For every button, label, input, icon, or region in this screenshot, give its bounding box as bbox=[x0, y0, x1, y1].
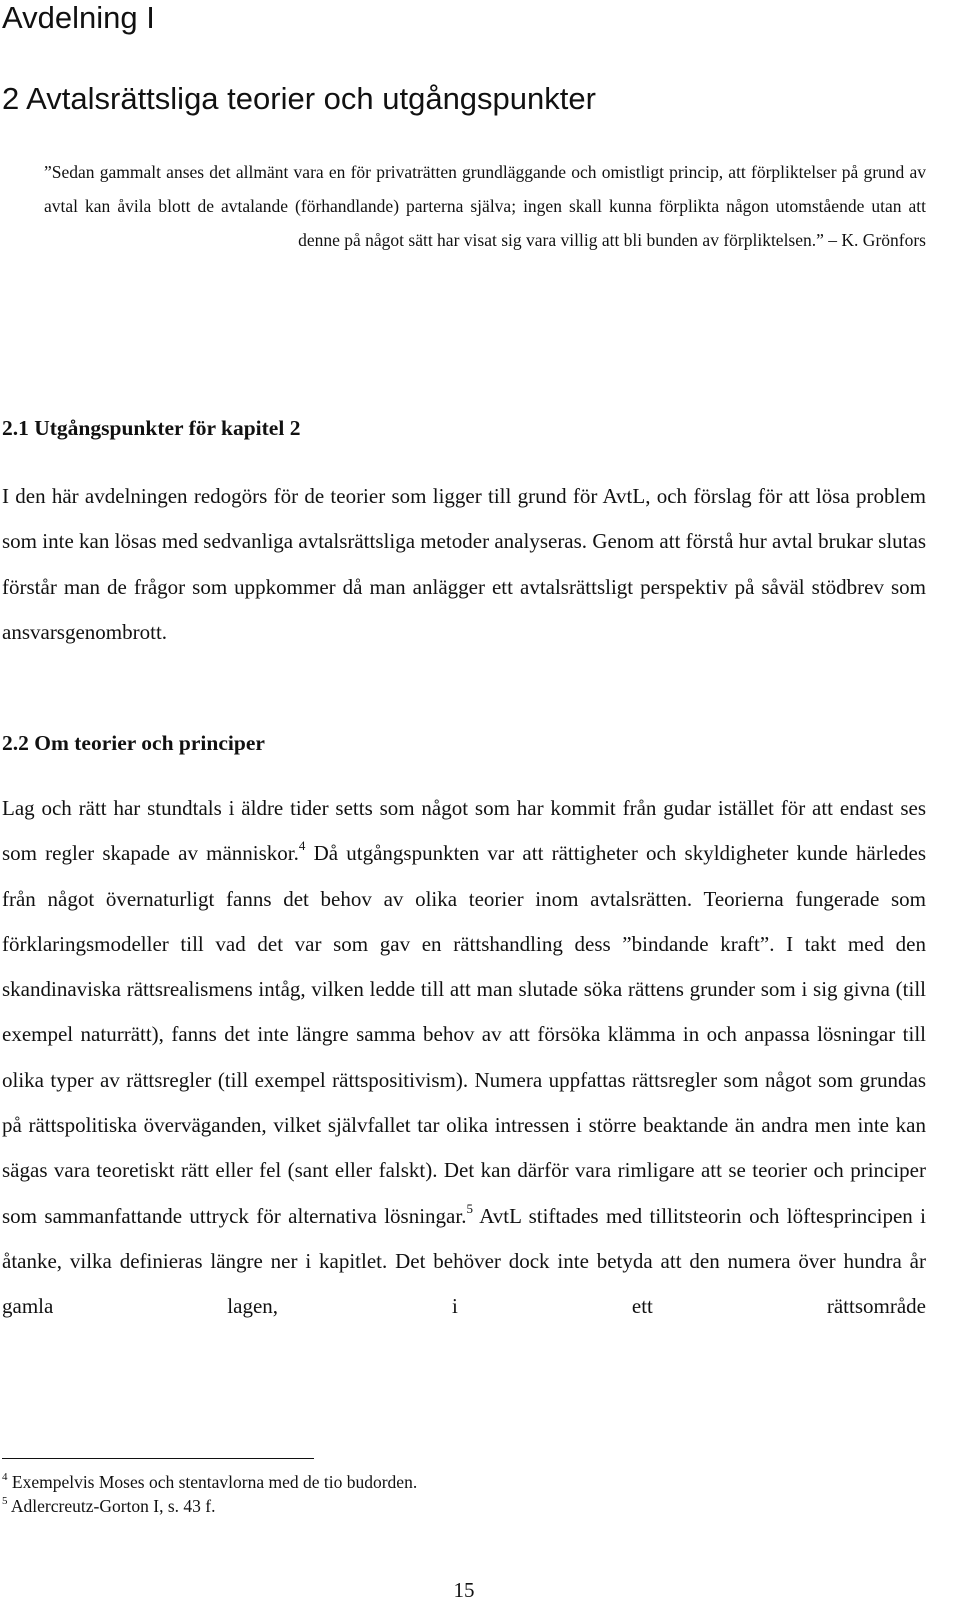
footnote-number: 5 bbox=[2, 1495, 8, 1508]
paragraph-text-part-1: Lag och rätt har stundtals i äldre tider setts som något som har kommit från gudar istället för att endast ses som regler skapade av människor. bbox=[2, 796, 926, 866]
paragraph-text-part-3: AvtL stiftades med tillitsteorin och löftesprincipen i åtanke, vilka definieras längre ner i kapitlet. Det behöver dock inte betyda att den numera över hundra år gamla lagen, i ett rättsområde bbox=[2, 1203, 926, 1319]
footnote-text: Exempelvis Moses och stentavlorna med de tio budorden. bbox=[7, 1472, 418, 1492]
section-heading-2-2: 2.2 Om teorier och principer bbox=[2, 731, 265, 755]
paragraph-text-part-2: Då utgångspunkten var att rättigheter och skyldigheter kunde härledes från något övernaturligt fanns det behov av olika teorier inom avtalsrätten. Teorierna fungerade som förklaringsmodeller till vad det var som gav en rättshandling dess ”bindande kraft”. I takt med den skandinaviska rättsrealismens intåg, vilken ledde till att man slutade söka rättens grunder som i sig givna (till exempel naturrätt), fanns det inte längre samma behov av att försöka klämma in och anpassa lösningar till olika typer av rättsregler (till exempel rättspositivism). Numera uppfattas rättsregler som något som grundas på rättspolitiska överväganden, vilket självfallet tar olika intressen i större beaktande än andra men inte kan sägas vara teoretiskt rätt eller fel (sant eller falskt). Det kan därför vara rimligare att se teorier och principer som sammanfattande uttryck för alternativa lösningar. bbox=[2, 841, 927, 1228]
chapter-title: 2 Avtalsrättsliga teorier och utgångspunkter bbox=[2, 81, 596, 116]
part-title: Avdelning I bbox=[2, 0, 155, 35]
footnote-separator bbox=[2, 1458, 314, 1459]
footnote-ref-5[interactable]: 5 bbox=[466, 1200, 473, 1216]
epigraph bbox=[44, 155, 926, 257]
page-number: 15 bbox=[453, 1578, 475, 1602]
footnote-ref-4[interactable]: 4 bbox=[298, 838, 306, 854]
section-heading-2-1: 2.1 Utgångspunkter för kapitel 2 bbox=[2, 416, 301, 440]
footnote-number: 4 bbox=[2, 1471, 8, 1484]
epigraph-attribution: – K. Grönfors bbox=[823, 230, 926, 250]
footnote-text: Adlercreutz-Gorton I, s. 43 f. bbox=[7, 1496, 216, 1516]
section-2-1-paragraph: I den här avdelningen redogörs för de teorier som ligger till grund för AvtL, och förslag för att lösa problem som inte kan lösas med sedvanliga avtalsrättsliga metoder analyseras. Genom att förstå hur avtal brukar slutas förstår man de frågor som uppkommer då man anlägger ett avtalsrättsligt perspektiv på såväl stödbrev som ansvarsgenombrott. bbox=[2, 484, 926, 644]
footnote-5 bbox=[2, 1494, 216, 1518]
section-2-2-paragraph bbox=[2, 786, 926, 1330]
footnote-4 bbox=[2, 1470, 417, 1494]
epigraph-quote: ”Sedan gammalt anses det allmänt vara en för privaträtten grundläggande och omistligt princip, att förpliktelser på grund av avtal kan åvila blott de avtalande (förhandlande) parterna själva; ingen skall kunna förplikta någon utomstående utan att denne på något sätt har visat sig vara villig att bli bunden av förpliktelsen.” bbox=[44, 162, 926, 250]
